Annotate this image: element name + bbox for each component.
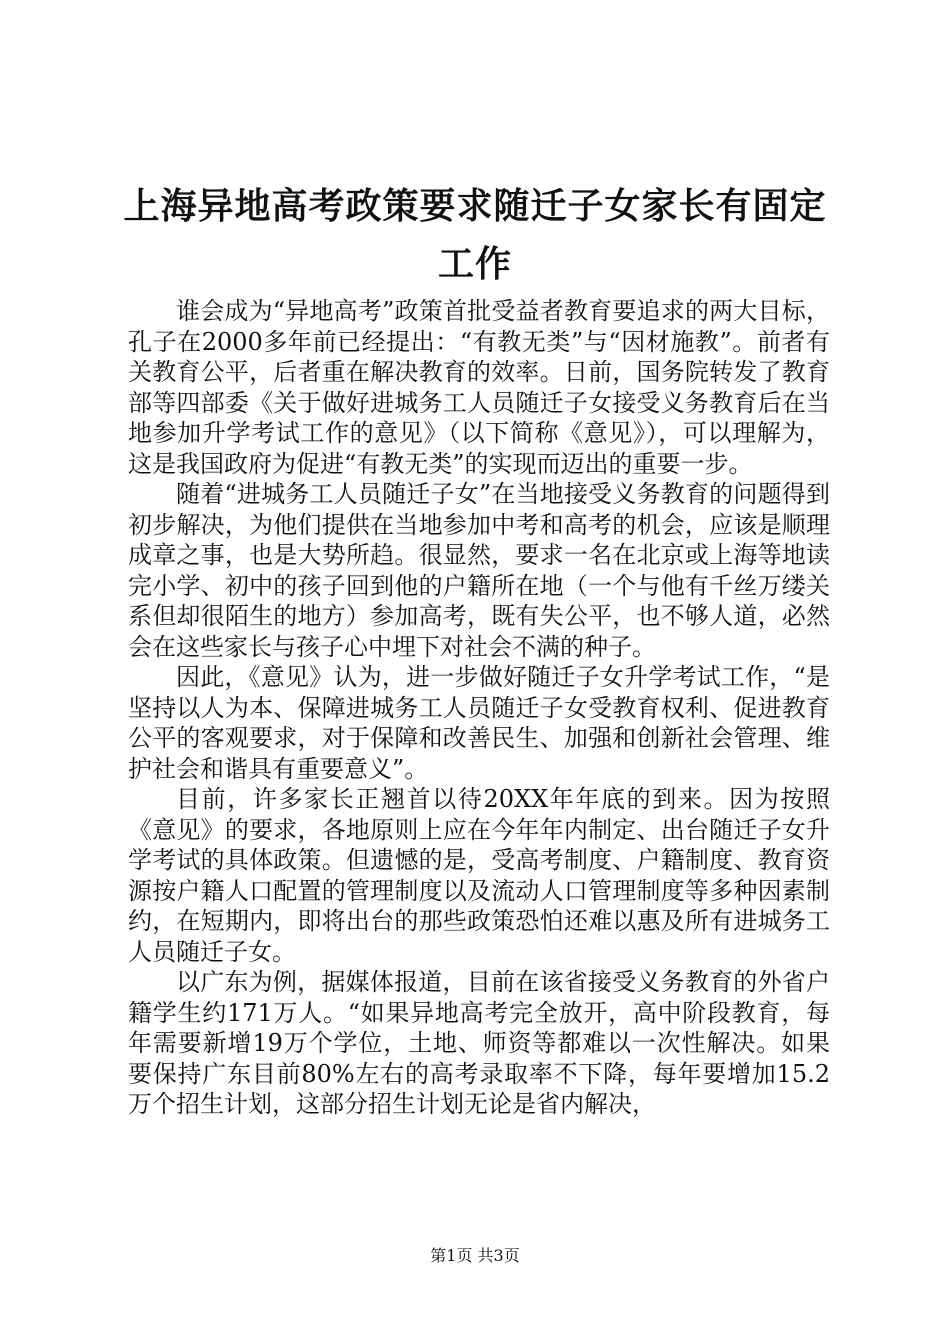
page-footer: 第1页 共3页 [430,1246,520,1265]
paragraph: 随着“进城务工人员随迁子女”在当地接受义务教育的问题得到初步解决，为他们提供在当地参加中考和高考的机会，应该是顺理成章之事，也是大势所趋。很显然，要求一名在北京或上海等地读完小学、初中的孩子回到他的户籍所在地（一个与他有千丝万缕关系但却很陌生的地方）参加高考，既有失公平，也不够人道，必然会在这些家长与孩子心中埋下对社会不满的种子。 [128,480,830,661]
paragraph: 以广东为例，据媒体报道，目前在该省接受义务教育的外省户籍学生约171万人。“如果异地高考完全放开，高中阶段教育，每年需要新增19万个学位，土地、师资等都难以一次性解决。如果要保持广东目前80%左右的高考录取率不下降，每年要增加15.2万个招生计划，这部分招生计划无论是省内解决， [128,968,830,1118]
document-body [128,296,830,1120]
paragraph: 目前，许多家长正翘首以待20XX年年底的到来。因为按照《意见》的要求，各地原则上应在今年年内制定、出台随迁子女升学考试的具体政策。但遗憾的是，受高考制度、户籍制度、教育资源按户籍人口配置的管理制度以及流动人口管理制度等多种因素制约，在短期内，即将出台的那些政策恐怕还难以惠及所有进城务工人员随迁子女。 [128,785,830,966]
paragraph: 因此，《意见》认为，进一步做好随迁子女升学考试工作，“是坚持以人为本、保障进城务工人员随迁子女受教育权利、促进教育公平的客观要求，对于保障和改善民生、加强和创新社会管理、维护社会和谐具有重要意义”。 [128,663,830,783]
document-title: 上海异地高考政策要求随迁子女家长有固定工作 [123,186,827,285]
paragraph: 谁会成为“异地高考”政策首批受益者教育要追求的两大目标，孔子在2000多年前已经提出：“有教无类”与“因材施教”。前者有关教育公平，后者重在解决教育的效率。日前，国务院转发了教育部等四部委《关于做好进城务工人员随迁子女接受义务教育后在当地参加升学考试工作的意见》（以下简称《意见》），可以理解为，这是我国政府为促进“有教无类”的实现而迈出的重要一步。 [128,297,830,478]
